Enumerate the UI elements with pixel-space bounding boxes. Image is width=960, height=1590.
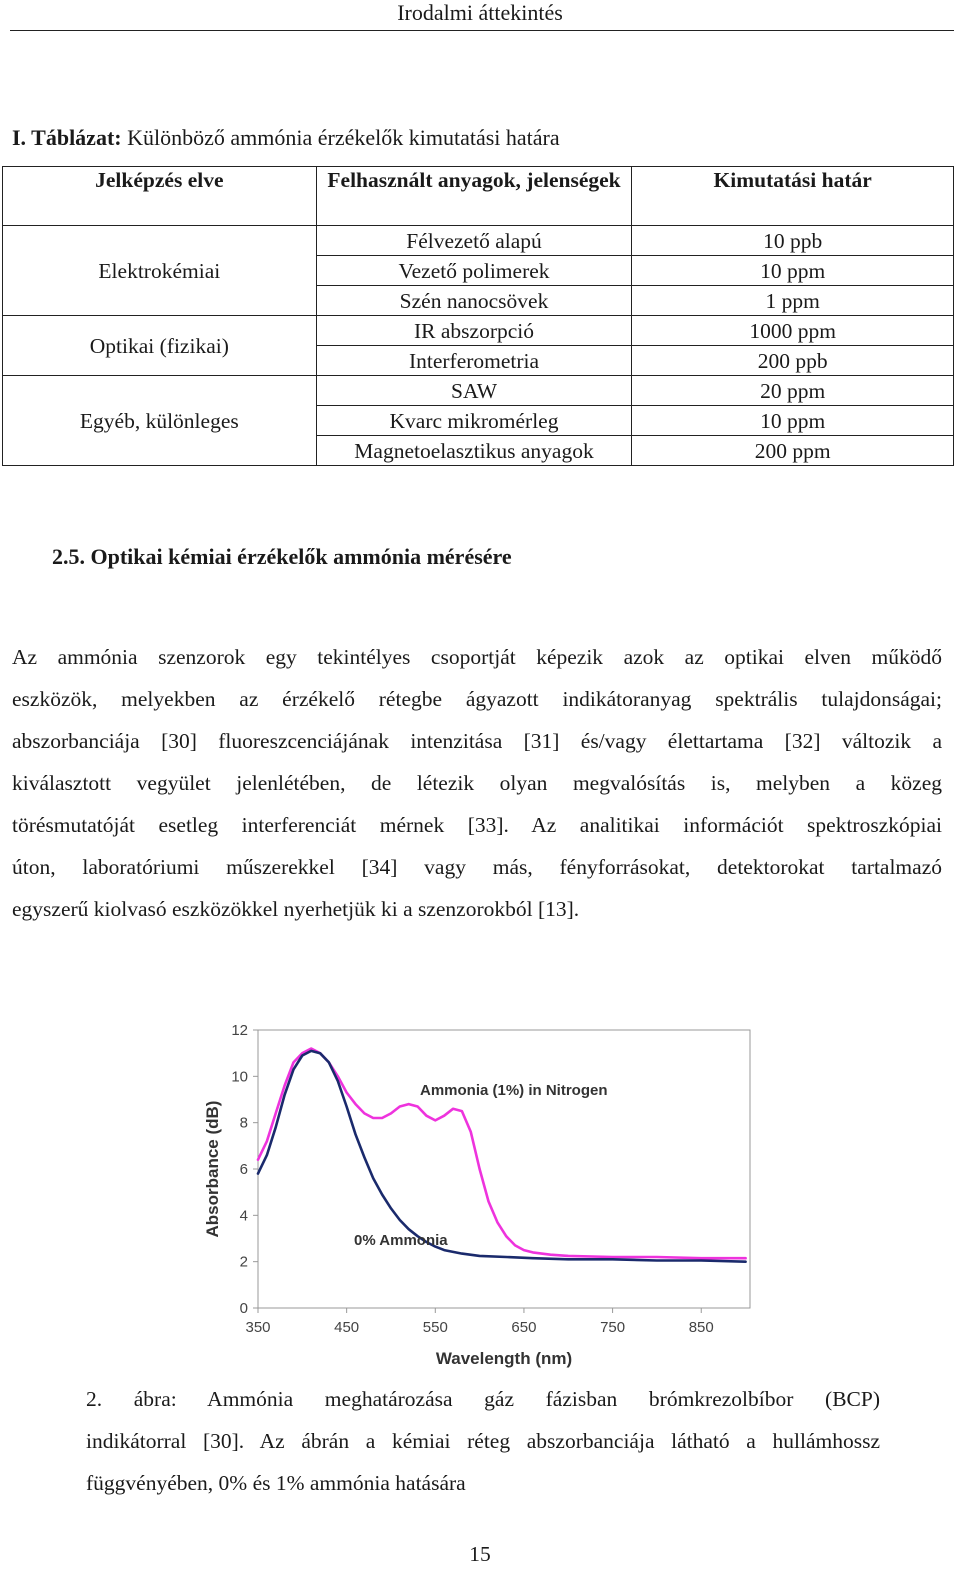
y-tick-label: 4 [239,1207,248,1225]
material-cell: Szén nanocsövek [316,286,632,316]
paragraph-line: Az ammónia szenzorok egy tekintélyes csoportját képezik azok az optikai elven működő [12,645,942,669]
header-rule [10,30,954,31]
material-cell: Félvezető alapú [316,226,632,256]
caption-line: 2. ábra: Ammónia meghatározása gáz fázisban brómkrezolbíbor (BCP) [86,1387,880,1411]
principle-cell: Elektrokémiai [3,226,317,316]
table-caption-number: I. Táblázat: [12,125,122,150]
y-ticks [231,1022,258,1317]
x-ticks [245,1308,713,1336]
section-heading: 2.5. Optikai kémiai érzékelők ammónia mérésére [52,544,512,569]
running-header: Irodalmi áttekintés [397,0,563,25]
limit-cell: 10 ppm [632,406,954,436]
page-number: 15 [469,1542,491,1566]
table-caption [12,124,560,152]
caption-line: függvényében, 0% és 1% ammónia hatására [86,1471,466,1495]
material-cell: Vezető polimerek [316,256,632,286]
paragraph-line: kiválasztott vegyület jelenlétében, de létezik olyan megvalósítás is, melyben a közeg [12,771,942,795]
x-tick-label: 550 [422,1319,448,1336]
limit-cell: 10 ppb [632,226,954,256]
paragraph-line: egyszerű kiolvasó eszközökkel nyerhetjük ki a szenzorokból [13]. [12,897,580,921]
x-tick-label: 450 [334,1319,360,1336]
table-caption-text: Különböző ammónia érzékelők kimutatási határa [127,125,560,150]
paragraph-line: törésmutatóját esetleg interferenciát mérnek [33]. Az analitikai információt spektroszkópiai [12,813,942,837]
y-tick-label: 10 [231,1068,248,1086]
x-tick-label: 850 [688,1319,714,1336]
table-row [3,226,954,256]
limit-cell: 200 ppb [632,346,954,376]
series-line-ammonia [258,1049,746,1259]
x-tick-label: 350 [245,1319,271,1336]
paragraph-line: abszorbanciája [30] fluoreszcenciájának intenzitása [31] és/vagy élettartama [32] változik a [12,729,942,753]
y-tick-label: 12 [231,1022,248,1039]
y-tick-label: 0 [239,1300,248,1317]
principle-cell: Egyéb, különleges [3,376,317,466]
header-material: Felhasznált anyagok, jelenségek [316,167,632,226]
body-paragraph [12,636,942,930]
y-axis-label: Absorbance (dB) [203,1100,222,1238]
limit-cell: 1000 ppm [632,316,954,346]
series-lines [258,1049,746,1262]
caption-line: indikátorral [30]. Az ábrán a kémiai réteg abszorbanciája látható a hullámhossz [86,1429,880,1453]
material-cell: IR abszorpció [316,316,632,346]
limit-cell: 10 ppm [632,256,954,286]
annotation-ammonia: Ammonia (1%) in Nitrogen [420,1082,608,1099]
material-cell: Kvarc mikromérleg [316,406,632,436]
plot-frame [258,1030,750,1308]
header-principle: Jelképzés elve [3,167,317,226]
material-cell: SAW [316,376,632,406]
material-cell: Interferometria [316,346,632,376]
limit-cell: 200 ppm [632,436,954,466]
figure-caption [86,1378,880,1504]
table-row [3,376,954,406]
annotation-zero-ammonia: 0% Ammonia [354,1232,448,1249]
limit-cell: 20 ppm [632,376,954,406]
limit-cell: 1 ppm [632,286,954,316]
paragraph-line: úton, laboratóriumi műszerekkel [34] vagy más, fényforrásokat, detektorokat tartalmazó [12,855,942,879]
absorbance-chart [196,1016,766,1372]
y-tick-label: 2 [239,1253,248,1271]
table-header-row [3,167,954,226]
y-tick-label: 8 [239,1114,248,1132]
principle-cell: Optikai (fizikai) [3,316,317,376]
material-cell: Magnetoelasztikus anyagok [316,436,632,466]
y-tick-label: 6 [239,1161,248,1178]
header-limit: Kimutatási határ [632,167,954,226]
x-tick-label: 650 [511,1319,537,1336]
x-axis-label: Wavelength (nm) [435,1349,573,1368]
x-tick-label: 750 [600,1319,626,1336]
ammonia-sensor-table [2,166,954,466]
table-row [3,316,954,346]
paragraph-line: eszközök, melyekben az érzékelő rétegbe ágyazott indikátoranyag spektrális tulajdonságai; [12,687,942,711]
